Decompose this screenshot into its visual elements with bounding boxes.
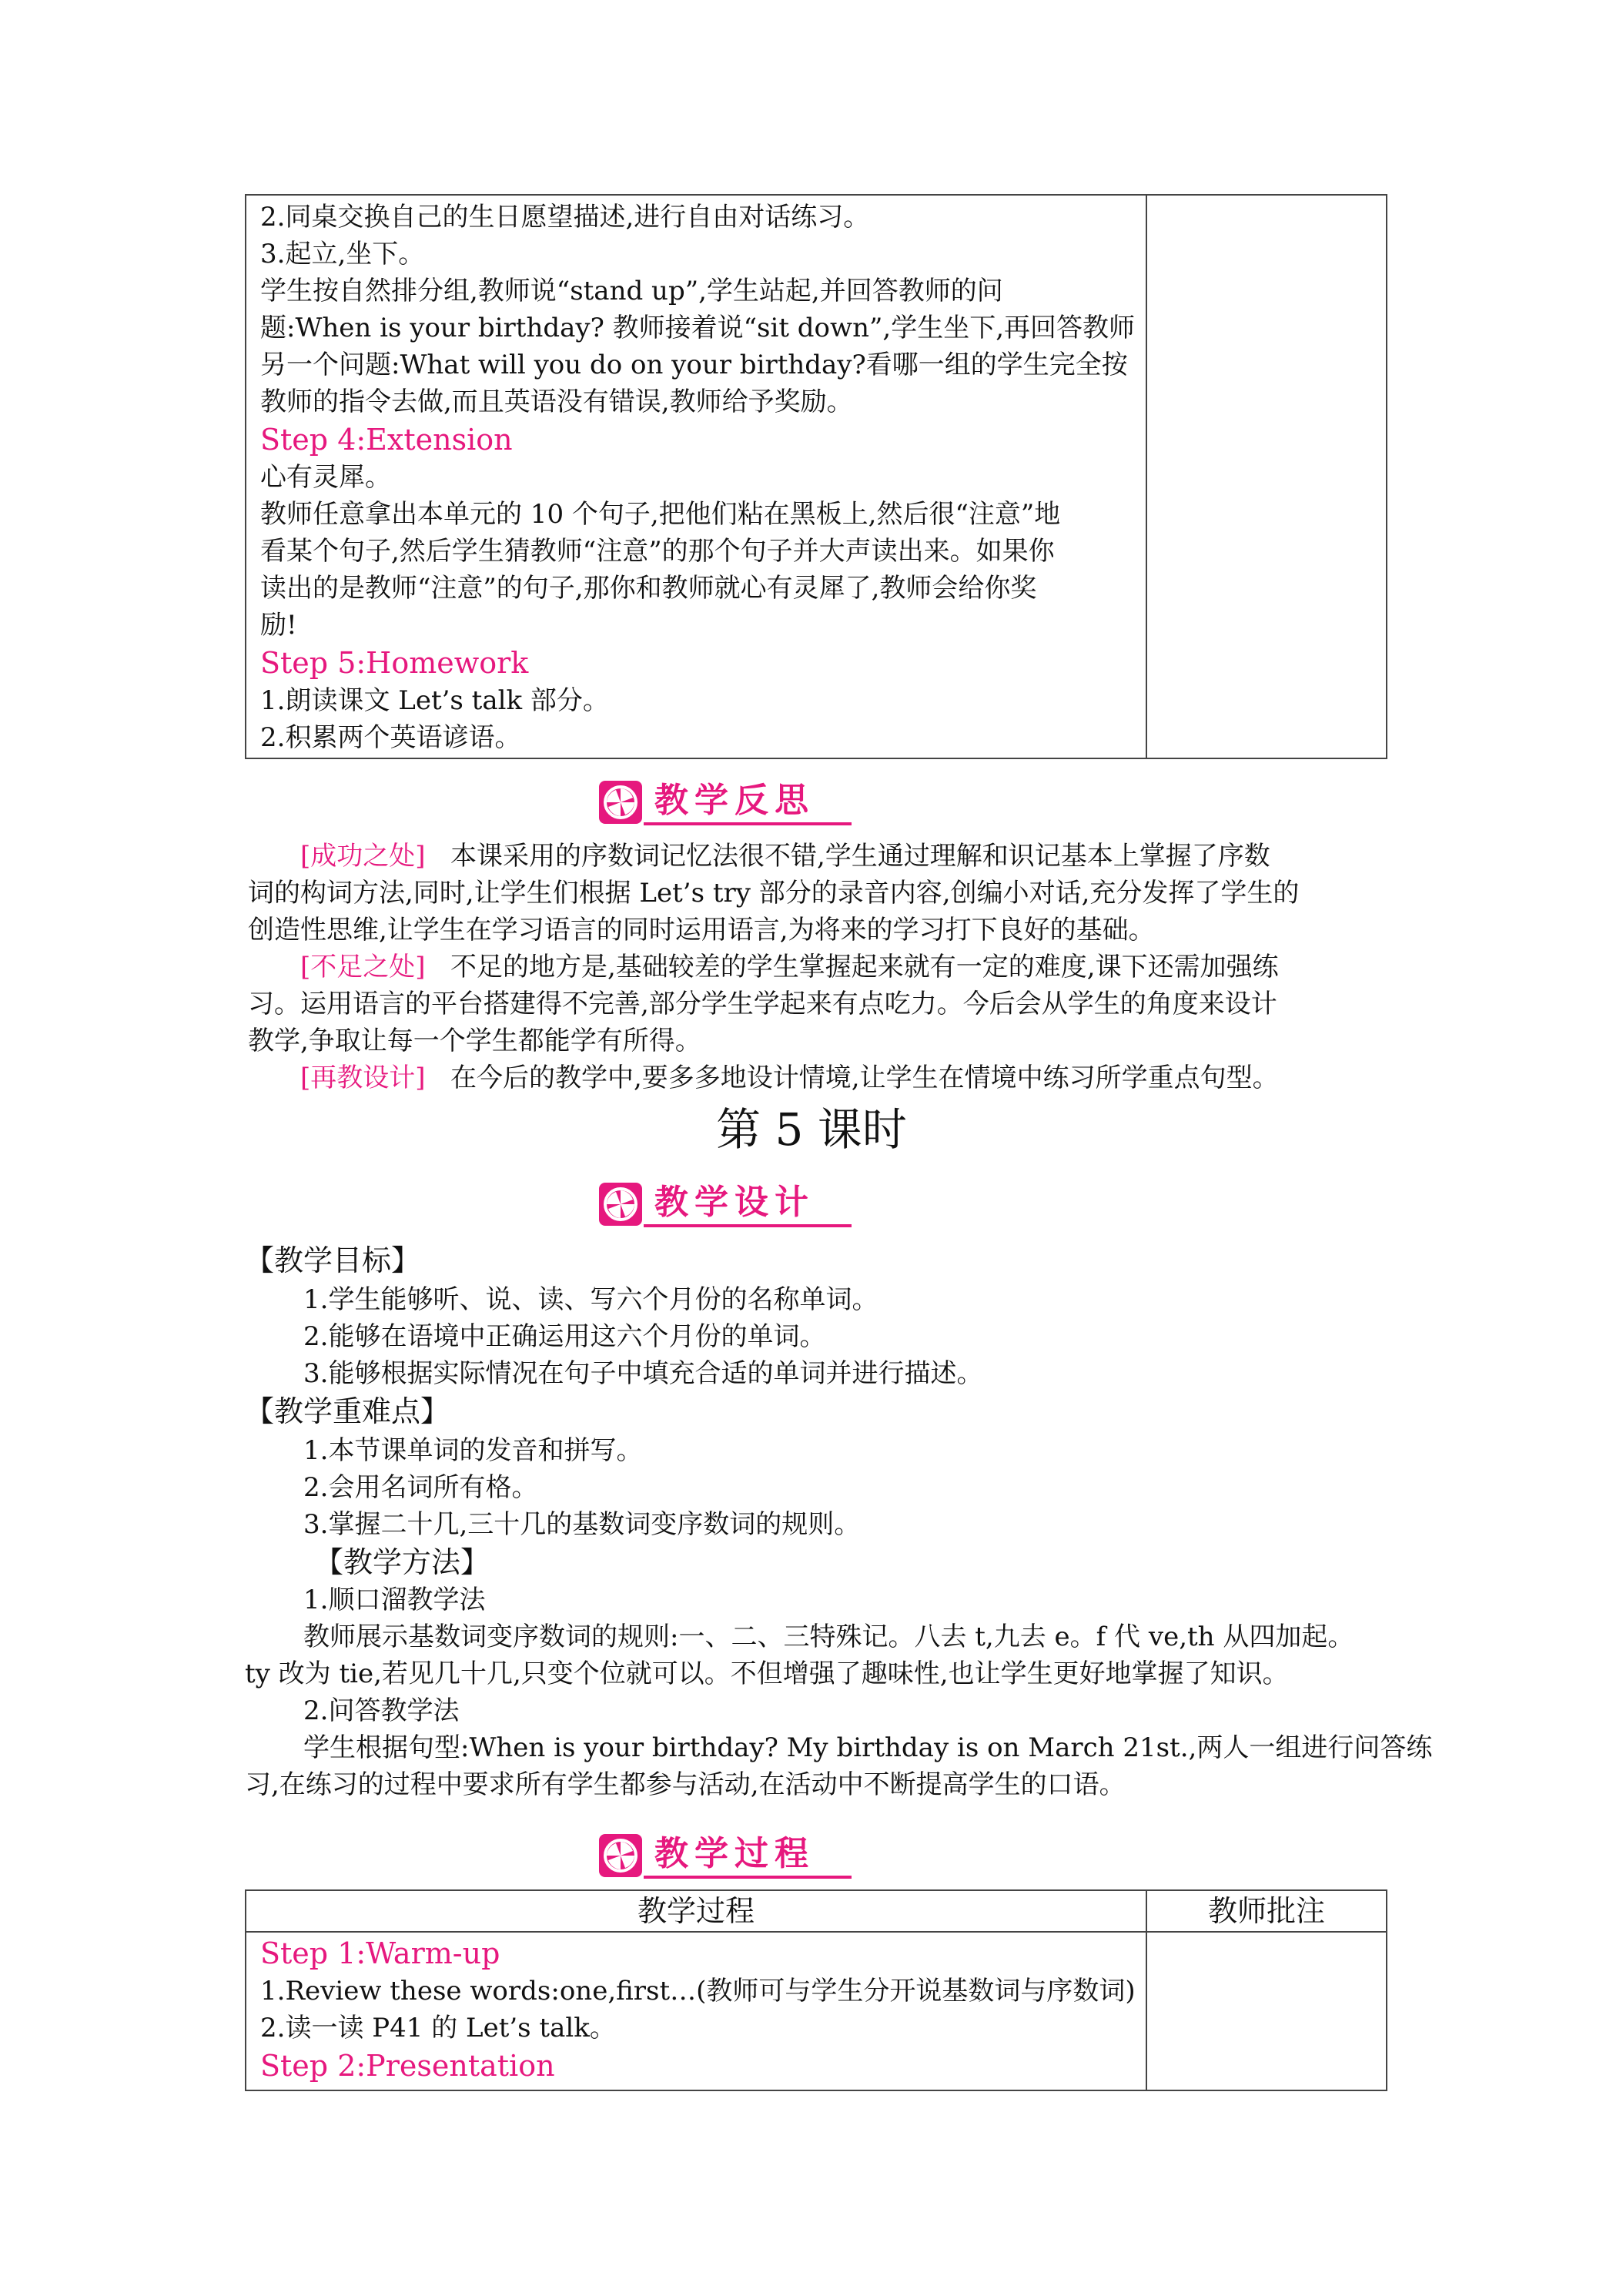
table-line: 1.Review these words:one,first…(教师可与学生分开说基数词与序数词) (260, 1976, 1136, 2006)
keypoints-heading: 【教学重难点】 (245, 1394, 450, 1428)
shortfall-tag: [不足之处] (300, 952, 426, 982)
reflection-text: 不足的地方是,基础较差的学生掌握起来就有一定的难度,课下还需加强练 (450, 952, 1279, 982)
method-text: ty 改为 tie,若见几十几,只变个位就可以。不但增强了趣味性,也让学生更好地掌握了知识。 (245, 1658, 1289, 1689)
method-title: 1.顺口溜教学法 (303, 1585, 486, 1615)
banner-underline (644, 1876, 852, 1879)
table-header-process: 教学过程 (637, 1894, 755, 1928)
method-text: 教师展示基数词变序数词的规则:一、二、三特殊记。八去 t,九去 e。f 代 ve,th 从四加起。 (303, 1622, 1354, 1652)
keypoint-item: 2.会用名词所有格。 (303, 1472, 538, 1503)
table-line: 2.积累两个英语谚语。 (260, 722, 521, 753)
table-line: 题:When is your birthday? 教师接着说“sit down”,学生坐下,再回答教师 (260, 313, 1136, 343)
step2-heading: Step 2:Presentation (260, 2049, 555, 2083)
table-line: 1.朗读课文 Let’s talk 部分。 (260, 685, 609, 716)
method-text: 学生根据句型:When is your birthday? My birthday is on March 21st.,两人一组进行问答练 (303, 1732, 1433, 1763)
process-cell (260, 1934, 1136, 2085)
reflection-text: 在今后的教学中,要多多地设计情境,让学生在情境中练习所学重点句型。 (450, 1063, 1279, 1093)
table-line: 读出的是教师“注意”的句子,那你和教师就心有灵犀了,教师会给你奖 (260, 573, 1037, 604)
redesign-tag: [再教设计] (300, 1063, 426, 1093)
table-line: 看某个句子,然后学生猜教师“注意”的那个句子并大声读出来。如果你 (260, 536, 1055, 567)
banner-underline (644, 822, 852, 825)
keypoint-item: 1.本节课单词的发音和拼写。 (303, 1435, 643, 1466)
table-line: 励! (260, 610, 297, 641)
section-banner-reflection (593, 778, 852, 827)
step1-heading: Step 1:Warm-up (260, 1936, 500, 1970)
step4-heading: Step 4:Extension (260, 423, 513, 457)
lesson-steps-table (245, 194, 1387, 759)
pinwheel-icon (599, 1183, 642, 1226)
section-banner-process (593, 1831, 852, 1880)
table-line: 心有灵犀。 (260, 462, 391, 493)
table-line: 2.读一读 P41 的 Let’s talk。 (260, 2013, 616, 2043)
banner-underline (644, 1224, 852, 1227)
goal-item: 3.能够根据实际情况在句子中填充合适的单词并进行描述。 (303, 1358, 983, 1389)
lesson-steps-cell (260, 199, 1136, 756)
table-line: 学生按自然排分组,教师说“stand up”,学生站起,并回答教师的问 (260, 276, 1003, 306)
banner-title: 教学设计 (654, 1183, 815, 1222)
method-text: 习,在练习的过程中要求所有学生都参与活动,在活动中不断提高学生的口语。 (245, 1769, 1126, 1800)
goal-item: 2.能够在语境中正确运用这六个月份的单词。 (303, 1321, 826, 1352)
table-line: 教师的指令去做,而且英语没有错误,教师给予奖励。 (260, 387, 853, 417)
pinwheel-icon (599, 1834, 642, 1877)
lesson-title: 第 5 课时 (716, 1103, 907, 1156)
table-header-notes: 教师批注 (1207, 1894, 1325, 1928)
reflection-text: 本课采用的序数词记忆法很不错,学生通过理解和识记基本上掌握了序数 (450, 841, 1270, 872)
goal-item: 1.学生能够听、说、读、写六个月份的名称单词。 (303, 1284, 878, 1315)
table-line: 2.同桌交换自己的生日愿望描述,进行自由对话练习。 (260, 202, 870, 233)
banner-title: 教学过程 (654, 1834, 815, 1873)
reflection-section (248, 838, 1387, 1096)
reflection-text: 习。运用语言的平台搭建得不完善,部分学生学起来有点吃力。今后会从学生的角度来设计 (248, 989, 1277, 1019)
step5-heading: Step 5:Homework (260, 646, 529, 680)
reflection-text: 词的构词方法,同时,让学生们根据 Let’s try 部分的录音内容,创编小对话,充分发挥了学生的 (248, 878, 1300, 909)
reflection-text: 创造性思维,让学生在学习语言的同时运用语言,为将来的学习打下良好的基础。 (248, 915, 1155, 946)
keypoint-item: 3.掌握二十几,三十几的基数词变序数词的规则。 (303, 1509, 861, 1540)
success-tag: [成功之处] (300, 841, 426, 872)
pinwheel-icon (599, 781, 642, 824)
goals-heading: 【教学目标】 (245, 1243, 421, 1277)
table-column-divider (1146, 196, 1147, 758)
banner-title: 教学反思 (654, 781, 815, 820)
reflection-text: 教学,争取让每一个学生都能学有所得。 (248, 1026, 701, 1056)
table-line: 另一个问题:What will you do on your birthday?看哪一组的学生完全按 (260, 350, 1128, 380)
section-banner-design (593, 1180, 852, 1229)
table-header-divider (246, 1931, 1386, 1933)
process-table (245, 1889, 1387, 2091)
method-title: 2.问答教学法 (303, 1695, 460, 1726)
table-line: 3.起立,坐下。 (260, 239, 425, 269)
table-line: 教师任意拿出本单元的 10 个句子,把他们粘在黑板上,然后很“注意”地 (260, 499, 1061, 530)
methods-heading: 【教学方法】 (314, 1545, 490, 1579)
